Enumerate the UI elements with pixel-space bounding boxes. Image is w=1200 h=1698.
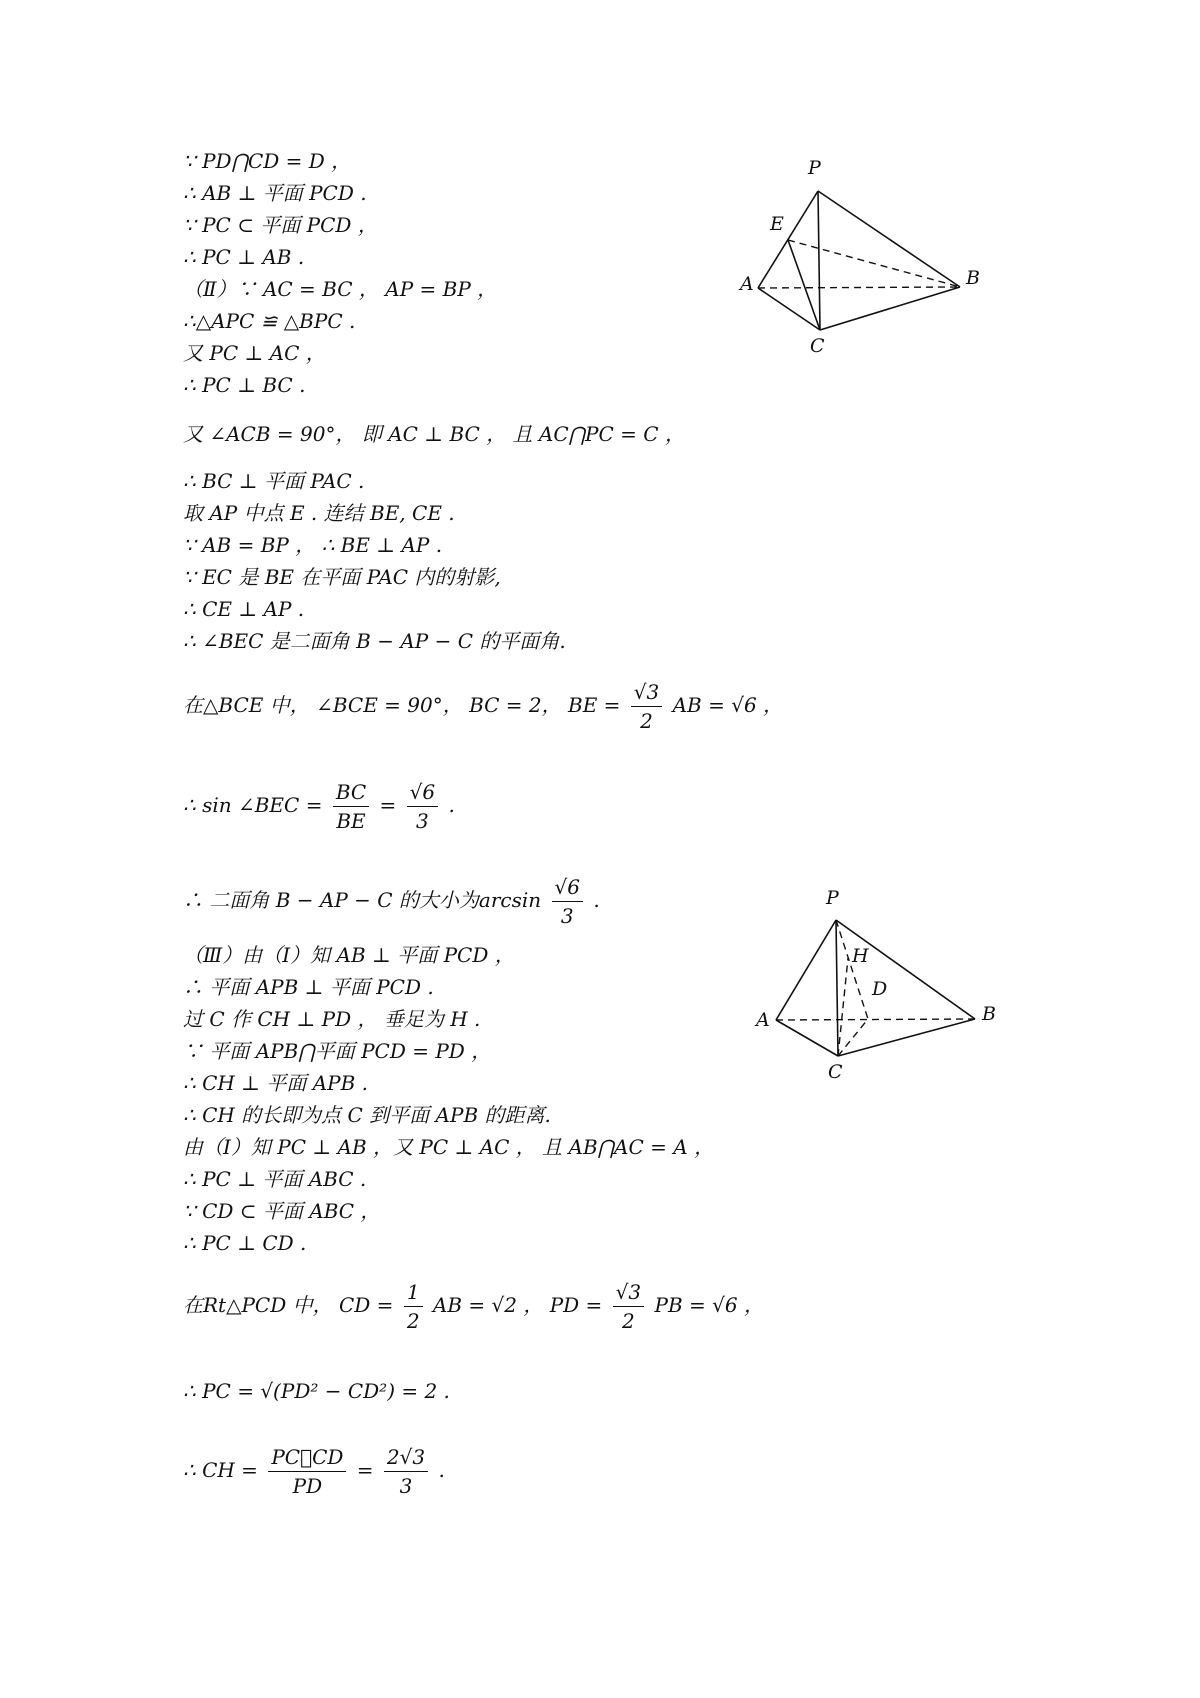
pd-middle: AB = √2 ， PD = xyxy=(432,1293,603,1317)
line-14: ∴ CE ⊥ AP . xyxy=(183,597,305,621)
fraction-sqrt3-over-2 xyxy=(631,680,662,733)
edge-AC xyxy=(758,288,820,330)
cd-prefix: 在Rt△PCD 中， CD = xyxy=(183,1293,394,1317)
numerator: √3 xyxy=(613,1280,644,1307)
line-20: ∴ 平面 APB ⊥ 平面 PCD . xyxy=(183,975,434,999)
label-A: A xyxy=(740,273,754,295)
line-18 xyxy=(183,875,600,928)
edge-AC xyxy=(776,1020,838,1056)
period: . xyxy=(448,793,455,817)
line-15: ∴ ∠BEC 是二面角 B − AP − C 的平面角. xyxy=(183,629,566,653)
edge-PC xyxy=(818,191,820,330)
angle-prefix: ∴ 二面角 B − AP − C 的大小为arcsin xyxy=(183,888,542,912)
edge-AB-hidden xyxy=(758,287,960,288)
figure-2-pyramid xyxy=(740,880,1010,1090)
edge-AP xyxy=(776,920,836,1020)
numerator: 2√3 xyxy=(384,1445,428,1472)
label-H: H xyxy=(852,945,869,967)
fraction-bc-over-be xyxy=(333,780,369,833)
line-4: ∴ PC ⊥ AB . xyxy=(183,245,305,269)
denominator: 2 xyxy=(640,709,653,733)
fraction-sqrt3-over-2 xyxy=(613,1280,644,1333)
fraction-1-over-2 xyxy=(404,1280,423,1333)
line-2: ∴ AB ⊥ 平面 PCD . xyxy=(183,181,367,205)
line-8: ∴ PC ⊥ BC . xyxy=(183,373,306,397)
line-3: ∵ PC ⊂ 平面 PCD ， xyxy=(183,213,378,237)
edge-CB xyxy=(838,1019,975,1056)
line-29 xyxy=(183,1280,764,1333)
edge-EB-hidden xyxy=(788,240,960,287)
line-27: ∵ CD ⊂ 平面 ABC ， xyxy=(183,1199,381,1223)
line-11: 取 AP 中点 E . 连结 BE, CE . xyxy=(183,501,455,525)
line-23: ∴ CH ⊥ 平面 APB . xyxy=(183,1071,369,1095)
numerator: PC⃞CD xyxy=(268,1445,346,1472)
numerator: 1 xyxy=(404,1280,423,1307)
line-6: ∴△APC ≌ △BPC . xyxy=(183,309,356,333)
line-19: （Ⅲ）由（Ⅰ）知 AB ⊥ 平面 PCD ， xyxy=(183,943,515,967)
be-prefix: 在△BCE 中， ∠BCE = 90°， BC = 2， BE = xyxy=(183,693,621,717)
line-13: ∵ EC 是 BE 在平面 PAC 内的射影, xyxy=(183,565,501,589)
edge-PC xyxy=(836,920,838,1056)
denominator: 3 xyxy=(416,809,429,833)
label-B: B xyxy=(966,267,980,289)
line-30: ∴ PC = √(PD² − CD²) = 2 . xyxy=(183,1379,450,1403)
period: . xyxy=(593,888,600,912)
label-D: D xyxy=(872,978,888,1000)
line-9: 又 ∠ACB = 90°， 即 AC ⊥ BC ， 且 AC⋂PC = C ， xyxy=(183,422,685,446)
edge-AP xyxy=(758,191,818,288)
line-25: 由（Ⅰ）知 PC ⊥ AB ，又 PC ⊥ AC ， 且 AB⋂AC = A ， xyxy=(183,1135,715,1159)
numerator: √6 xyxy=(552,875,583,902)
numerator: √6 xyxy=(407,780,438,807)
label-A: A xyxy=(756,1009,770,1031)
fraction-sqrt6-over-3 xyxy=(407,780,438,833)
line-17 xyxy=(183,780,455,833)
denominator: BE xyxy=(336,809,366,833)
edge-CB xyxy=(820,287,960,330)
line-21: 过 C 作 CH ⊥ PD ， 垂足为 H . xyxy=(183,1007,481,1031)
line-22: ∵ 平面 APB⋂平面 PCD = PD ， xyxy=(183,1039,492,1063)
label-E: E xyxy=(770,213,784,235)
denominator: PD xyxy=(292,1474,323,1498)
period: . xyxy=(438,1458,445,1482)
numerator: √3 xyxy=(631,680,662,707)
line-1: ∵ PD⋂CD = D ， xyxy=(183,149,352,173)
edge-EC xyxy=(788,240,820,330)
edge-PB xyxy=(836,920,975,1019)
fraction-2sqrt3-over-3 xyxy=(384,1445,428,1498)
denominator: 3 xyxy=(560,904,574,928)
line-10: ∴ BC ⊥ 平面 PAC . xyxy=(183,469,365,493)
fraction-arcsin-arg xyxy=(552,875,583,928)
label-C: C xyxy=(828,1061,843,1083)
denominator: 2 xyxy=(622,1309,635,1333)
line-24: ∴ CH 的长即为点 C 到平面 APB 的距离. xyxy=(183,1103,551,1127)
label-C: C xyxy=(810,335,825,357)
figure-1-pyramid xyxy=(720,150,1010,360)
numerator: BC xyxy=(333,780,369,807)
equals: = xyxy=(379,793,397,817)
edge-PB xyxy=(818,191,960,287)
edge-PD-hidden xyxy=(836,920,868,1019)
edge-AB-hidden xyxy=(776,1019,975,1020)
sin-prefix: ∴ sin ∠BEC = xyxy=(183,793,323,817)
denominator: 2 xyxy=(406,1309,420,1333)
line-26: ∴ PC ⊥ 平面 ABC . xyxy=(183,1167,367,1191)
edge-CH-hidden xyxy=(838,958,848,1056)
line-7: 又 PC ⊥ AC ， xyxy=(183,341,326,365)
label-P: P xyxy=(808,157,821,179)
ch-prefix: ∴ CH = xyxy=(183,1458,258,1482)
pd-suffix: PB = √6 ， xyxy=(654,1293,764,1317)
label-P: P xyxy=(826,887,839,909)
line-5: （Ⅱ）∵ AC = BC ， AP = BP ， xyxy=(183,277,498,301)
be-suffix: AB = √6 ， xyxy=(672,693,784,717)
edge-CD-hidden xyxy=(838,1019,868,1056)
line-28: ∴ PC ⊥ CD . xyxy=(183,1231,307,1255)
denominator: 3 xyxy=(399,1474,413,1498)
line-16 xyxy=(183,680,783,733)
line-12: ∵ AB = BP ， ∴ BE ⊥ AP . xyxy=(183,533,443,557)
line-31 xyxy=(183,1445,445,1498)
fraction-pc-cd-over-pd xyxy=(268,1445,346,1498)
label-B: B xyxy=(982,1003,996,1025)
equals: = xyxy=(356,1458,374,1482)
